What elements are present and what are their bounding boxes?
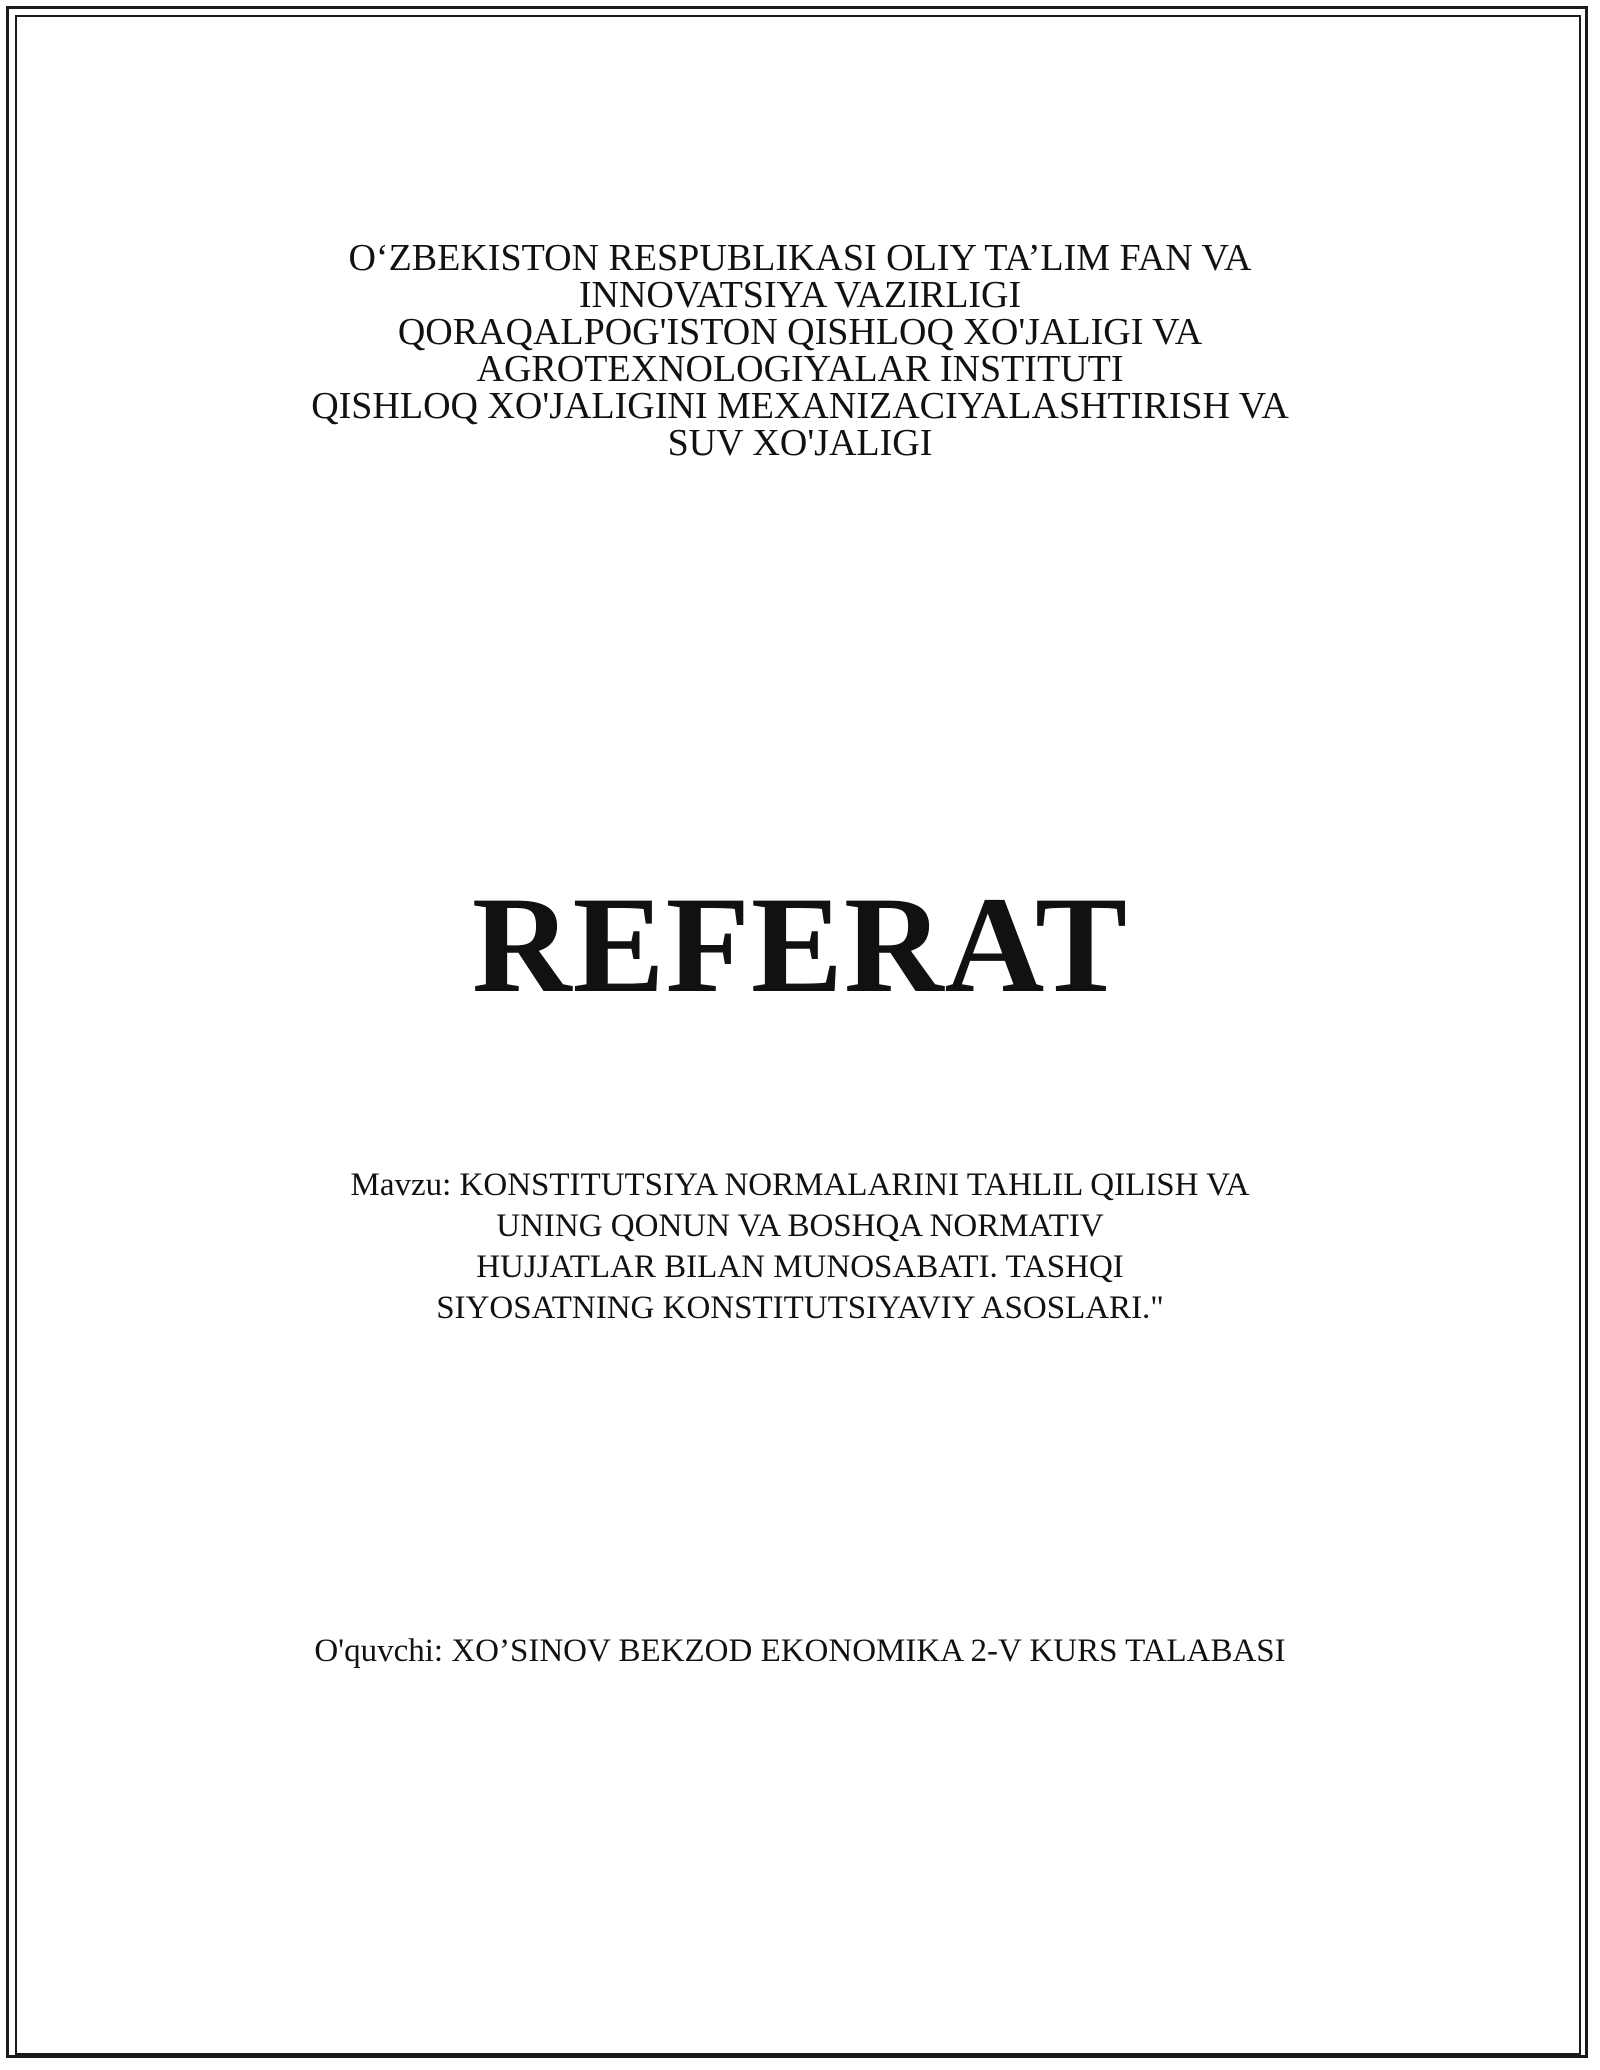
header-line: SUV XO'JALIGI: [667, 422, 933, 464]
topic-line: UNING QONUN VA BOSHQA NORMATIV: [496, 1208, 1104, 1244]
header-line: QISHLOQ XO'JALIGINI MEXANIZACIYALASHTIRISH VA: [311, 385, 1289, 427]
institution-header: [200, 237, 1400, 464]
header-line: QORAQALPOG'ISTON QISHLOQ XO'JALIGI VA: [397, 311, 1203, 353]
student-info: O'quvchi: XO’SINOV BEKZOD EKONOMIKA 2-V KURS TALABASI: [314, 1633, 1286, 1669]
topic-line: SIYOSATNING KONSTITUTSIYAVIY ASOSLARI.": [436, 1290, 1164, 1326]
header-line: AGROTEXNOLOGIYALAR INSTITUTI: [476, 348, 1124, 390]
topic-block: [200, 1165, 1400, 1329]
header-line: INNOVATSIYA VAZIRLIGI: [578, 274, 1022, 316]
topic-line: Mavzu: KONSTITUTSIYA NORMALARINI TAHLIL QILISH VA: [350, 1167, 1250, 1203]
header-line: O‘ZBEKISTON RESPUBLIKASI OLIY TA’LIM FAN VA: [348, 237, 1252, 279]
topic-line: HUJJATLAR BILAN MUNOSABATI. TASHQI: [476, 1249, 1124, 1285]
document-title: REFERAT: [471, 868, 1129, 1021]
